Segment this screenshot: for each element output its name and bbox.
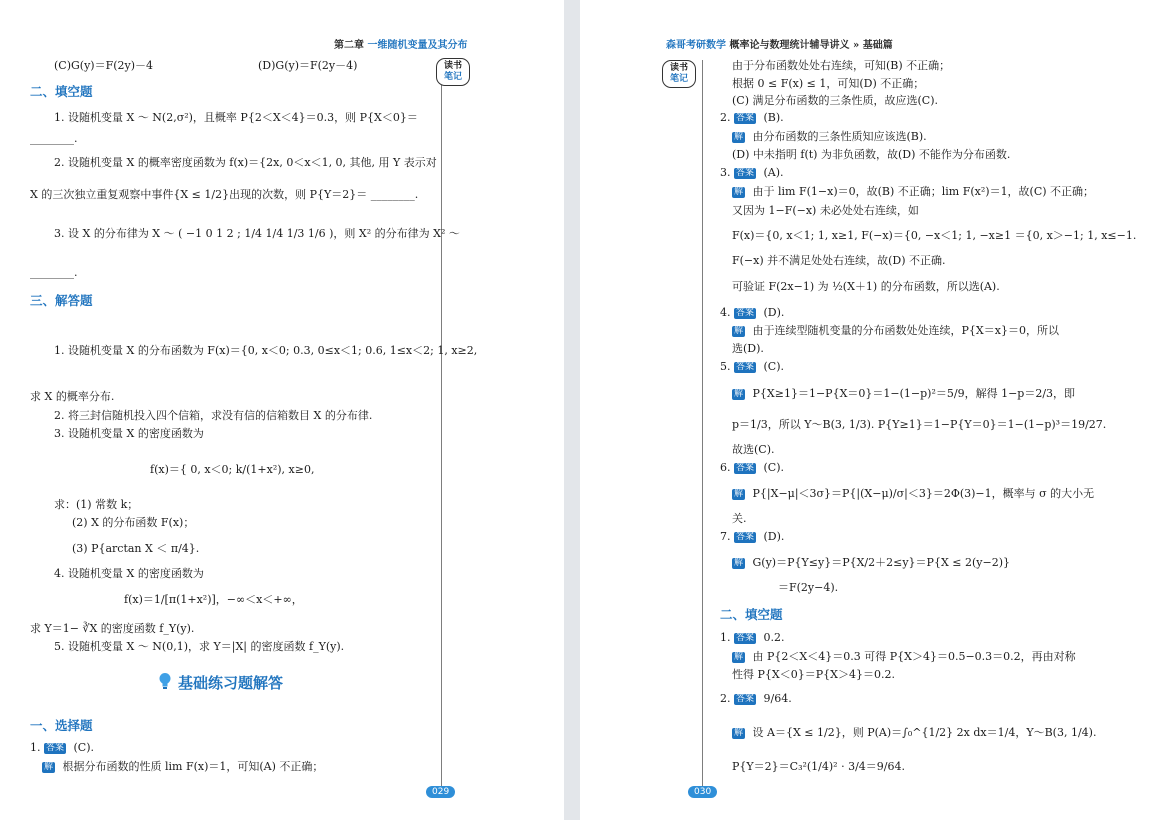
problem-text: (2) X 的分布函数 F(x)； [72,516,195,529]
answer-badge: 答案 [736,463,755,473]
answer-value: (B). [763,111,784,124]
answer-number: 4. [720,306,731,319]
option-c: (C)G(y)＝F(2y)－4 [54,59,154,72]
answer-badge: 答案 [736,168,755,178]
answer-line [720,165,784,181]
solution-text: 根据 0 ≤ F(x) ≤ 1，可知(D) 不正确； [732,77,925,90]
solution-text: p＝1/3，所以 Y～B(3, 1/3). P{Y≥1}＝1−P{Y＝0}＝1−(1−p)³＝19/27. [732,418,1107,431]
answer-line [720,630,785,646]
problem-text: 求：(1) 常数 k； [54,498,139,511]
solution-text: 由于 lim F(1−x)＝0，故(B) 不正确；lim F(x²)＝1，故(C) 不正确； [752,185,1095,198]
answer-number: 2. [720,692,731,705]
blank-line: ________. [30,266,78,279]
answer-value: 9/64. [763,692,792,705]
answer-number: 1. [720,631,731,644]
lightbulb-icon [158,672,172,690]
problem-text: 2. 设随机变量 X 的概率密度函数为 f(x)＝{2x, 0＜x＜1, 0, 其他, 用 Y 表示对 [54,156,437,169]
right-page [580,0,1149,820]
problem-text: 3. 设随机变量 X 的密度函数为 [54,427,204,440]
solution-badge: 解 [734,652,744,662]
section-solve: 三、解答题 [30,293,93,308]
solution-text: 由 P{2＜X＜4}＝0.3 可得 P{X＞4}＝0.5−0.3＝0.2，再由对称 [752,650,1076,663]
solution-text: 关. [732,512,747,525]
notes-label-1: 读书 [443,61,462,71]
page-header [666,36,893,51]
answer-badge: 答案 [736,308,755,318]
solution-line [732,386,1075,402]
solution-badge: 解 [734,489,744,499]
solution-badge: 解 [734,132,744,142]
answer-number: 1. [30,741,41,754]
solution-text: 选(D). [732,342,764,355]
solution-text: 可验证 F(2x−1) 为 ½(X＋1) 的分布函数，所以选(A). [732,280,1000,293]
notes-label-1: 读书 [669,63,688,73]
formula-line: f(x)＝1/[π(1+x²)]，−∞＜x＜+∞， [124,593,303,606]
solution-text: P{|X−μ|＜3σ}＝P{|(X−μ)/σ|＜3}＝2Φ(3)−1，概率与 σ 的大小无 [752,487,1095,500]
problem-text: X 的三次独立重复观察中事件{X ≤ 1/2}出现的次数，则 P{Y＝2}＝ ________. [30,188,419,201]
section-choice: 一、选择题 [30,718,93,733]
solution-badge: 解 [44,762,54,772]
answer-number: 5. [720,360,731,373]
page-number: 029 [426,786,455,798]
answer-badge: 答案 [736,694,755,704]
solution-text: F(−x) 并不满足处处右连续，故(D) 不正确. [732,254,946,267]
formula-line: f(x)＝{ 0, x＜0; k/(1+x²), x≥0, [150,463,315,476]
answer-number: 3. [720,166,731,179]
problem-text: 1. 设随机变量 X 的分布函数为 F(x)＝{0, x＜0; 0.3, 0≤x＜1; 0.6, 1≤x＜2; 1, x≥2, [54,344,478,357]
answer-badge: 答案 [736,113,755,123]
solution-line [42,759,323,775]
solution-text: 又因为 1−F(−x) 未必处处右连续，如 [732,204,919,217]
solution-line [732,555,1010,571]
chapter-label: 第二章 [334,40,364,51]
problem-text: 4. 设随机变量 X 的密度函数为 [54,567,204,580]
solution-text: 由于分布函数处处右连续，可知(B) 不正确； [732,59,951,72]
solution-line [732,184,1094,200]
margin-rule [702,60,703,790]
solution-text: (C) 满足分布函数的三条性质，故应选(C). [732,94,938,107]
solution-text: P{Y＝2}＝C₃²(1/4)² · 3/4＝9/64. [732,760,905,773]
notes-label-2: 笔记 [669,74,688,84]
reading-notes-tag [436,58,470,86]
problem-text: 5. 设随机变量 X ～ N(0,1)，求 Y＝|X| 的密度函数 f_Y(y). [54,640,345,653]
answer-line [30,740,94,756]
reading-notes-tag [662,60,696,88]
solution-text: P{X≥1}＝1−P{X＝0}＝1−(1−p)²＝5/9，解得 1−p＝2/3，即 [752,387,1076,400]
solution-badge: 解 [734,187,744,197]
blank-line: ________. [30,132,78,145]
solution-badge: 解 [734,326,744,336]
answer-line [720,691,792,707]
solution-badge: 解 [734,728,744,738]
solution-line [732,486,1094,502]
answer-value: (C). [73,741,95,754]
solution-text: 由分布函数的三条性质知应该选(B). [752,130,927,143]
answer-value: (D). [763,306,785,319]
solution-line [732,323,1059,339]
solution-text: 设 A＝{X ≤ 1/2}，则 P(A)＝∫₀^{1/2} 2x dx＝1/4，Y～B(3, 1/4). [752,726,1097,739]
solution-badge: 解 [734,558,744,568]
formula-line: F(x)＝{0, x＜1; 1, x≥1, F(−x)＝{0, −x＜1; 1, −x≥1 ＝{0, x＞−1; 1, x≤−1. [732,229,1137,242]
solution-text: 故选(C). [732,443,775,456]
problem-text: (3) P{arctan X ＜ π/4}. [72,542,200,555]
section-fill-blank: 二、填空题 [30,84,93,99]
answer-value: (C). [763,461,785,474]
solution-text: (D) 中未指明 f(t) 为非负函数，故(D) 不能作为分布函数. [732,148,1011,161]
problem-text: 2. 将三封信随机投入四个信箱，求没有信的信箱数目 X 的分布律. [54,409,373,422]
answer-number: 7. [720,530,731,543]
page-header [334,36,467,51]
answer-line [720,305,784,321]
answer-line [720,529,784,545]
answer-value: 0.2. [763,631,785,644]
book-title: 概率论与数理统计辅导讲义 » 基础篇 [729,40,893,51]
answer-line [720,359,784,375]
solution-text: 根据分布函数的性质 lim F(x)＝1，可知(A) 不正确； [62,760,324,773]
solution-text: 性得 P{X＜0}＝P{X＞4}＝0.2. [732,668,895,681]
answer-line [720,110,784,126]
solution-badge: 解 [734,389,744,399]
solution-line [732,725,1096,741]
problem-text: 1. 设随机变量 X ～ N(2,σ²)，且概率 P{2＜X＜4}＝0.3，则 P{X＜0}＝ [54,111,418,124]
solution-text: G(y)＝P{Y≤y}＝P{X/2＋2≤y}＝P{X ≤ 2(y−2)} [752,556,1011,569]
solution-line [732,129,927,145]
problem-text: 3. 设 X 的分布律为 X ～ ( −1 0 1 2 ; 1/4 1/4 1/3 1/6 )，则 X² 的分布律为 X² ～ [54,227,460,240]
answer-number: 6. [720,461,731,474]
solution-line [732,649,1076,665]
formula-line: ＝F(2y−4). [778,581,839,594]
problem-text: 求 Y＝1− ∛X 的密度函数 f_Y(y). [30,622,195,635]
problem-text: 求 X 的概率分布. [30,390,115,403]
page-number: 030 [688,786,717,798]
answers-heading: 基础练习题解答 [178,674,284,692]
answer-badge: 答案 [736,532,755,542]
book-gutter [564,0,580,820]
answer-badge: 答案 [46,743,65,753]
answer-line [720,460,784,476]
answer-badge: 答案 [736,633,755,643]
notes-label-2: 笔记 [443,72,462,82]
answer-badge: 答案 [736,362,755,372]
brand-label: 森哥考研数学 [666,40,726,51]
answer-value: (A). [763,166,784,179]
margin-rule [441,60,442,790]
answer-number: 2. [720,111,731,124]
section-fill-blank: 二、填空题 [720,607,783,622]
solution-text: 由于连续型随机变量的分布函数处处连续，P{X＝x}＝0，所以 [752,324,1059,337]
chapter-title: 一维随机变量及其分布 [367,40,468,51]
answer-value: (D). [763,530,785,543]
left-page [0,0,564,820]
answer-value: (C). [763,360,785,373]
option-d: (D)G(y)＝F(2y－4) [258,59,358,72]
